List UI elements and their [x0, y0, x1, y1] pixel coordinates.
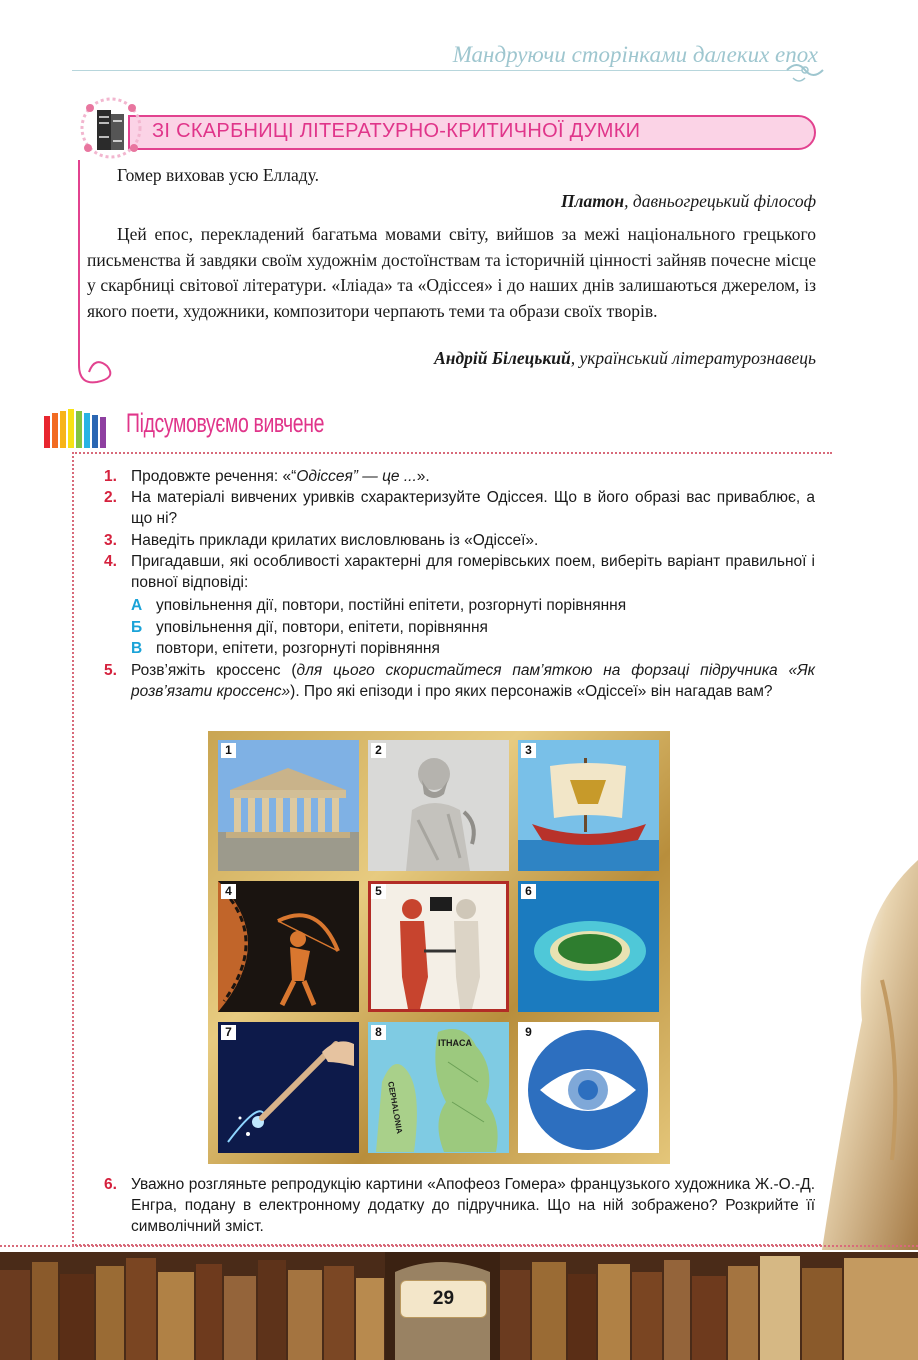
island-image: [518, 881, 659, 1012]
question-1: [131, 466, 430, 487]
crossens-grid: [208, 731, 670, 1164]
crossens-cell-8: [368, 1022, 509, 1153]
header-ornament-icon: [785, 56, 825, 86]
cell-number: 2: [371, 743, 386, 758]
crossens-cell-3: [518, 740, 659, 871]
question-5-pre: Розв’яжіть кроссенс (: [131, 662, 297, 679]
question-1-italic: Одіссея” — це ...: [296, 468, 417, 485]
plato-role: , давньогрецький філософ: [624, 191, 816, 211]
crossens-cell-9: [518, 1022, 659, 1153]
question-1-pre: Продовжте речення: «“: [131, 468, 297, 485]
question-2-number: 2.: [104, 489, 117, 506]
greek-ship-image: [518, 740, 659, 871]
question-1-post: ».: [416, 468, 430, 485]
option-a-text: уповільнення дії, повтори, постійні епітети, розгорнуті порівняння: [156, 597, 627, 614]
eye-icon: [518, 1022, 659, 1153]
cell-number: 5: [371, 884, 386, 899]
bottom-dotted-rule: [0, 1245, 918, 1247]
map-label-ithaca: ITHACA: [438, 1038, 472, 1048]
question-4-number: 4.: [104, 553, 117, 570]
cell-number: 3: [521, 743, 536, 758]
magic-wand-image: [218, 1022, 359, 1153]
cell-number: 4: [221, 884, 236, 899]
plato-quote: Гомер виховав усю Елладу.: [117, 165, 320, 185]
question-5-italic: для цього скористайтеся пам’яткою на форзаці підручника «Як розв’язати кроссенс»: [131, 662, 815, 700]
option-c-letter: В: [131, 640, 143, 657]
crossens-cell-7: [218, 1022, 359, 1153]
question-1-number: 1.: [104, 468, 117, 485]
header-rule: [72, 70, 802, 71]
right-decor-image: [822, 860, 918, 1250]
question-6: Уважно розгляньте репродукцію картини «Апофеоз Гомера» французького художника Ж.-О.-Д. Енгра, подану в електронному додатку до підручника. Що на ній зображено? Розкрийте її символічний зміст.: [131, 1176, 815, 1235]
question-6-number: 6.: [104, 1176, 117, 1193]
cell-number: 1: [221, 743, 236, 758]
plato-name: Платон: [560, 191, 625, 211]
question-4: Пригадавши, які особливості характерні для гомерівських поем, виберіть варіант правильної і повної відповіді:: [131, 553, 815, 591]
question-5: [131, 660, 815, 702]
biletsky-quote: Цей епос, перекладений багатьма мовами світу, вийшов за межі національного грецького письменства й завдяки своїм художнім достоїнствам та історичній цінності зайняв почесне місце у скарбниці світової літератури. «Іліада» та «Одіссея» і до наших днів залишаються джерелом, із якого поети, художники, композитори черпають теми та образи своїх творів.: [87, 224, 816, 321]
question-5-post: ). Про які епізоди і про яких персонажів «Одіссеї» він нагадав вам?: [290, 683, 773, 700]
page-number: 29: [400, 1280, 487, 1318]
critic-section-title: ЗІ СКАРБНИЦІ ЛІТЕРАТУРНО-КРИТИЧНОЇ ДУМКИ: [152, 120, 641, 142]
crossens-cell-4: [218, 881, 359, 1012]
option-b-text: уповільнення дії, повтори, епітети, порівняння: [156, 619, 488, 636]
parthenon-image: [218, 740, 359, 871]
ithaca-map-image: [368, 1022, 509, 1153]
homer-statue-image: [368, 740, 509, 871]
greek-figures-image: [368, 881, 509, 1012]
option-c-text: повтори, епітети, розгорнуті порівняння: [156, 640, 440, 657]
option-a-letter: А: [131, 597, 143, 614]
cell-number: 7: [221, 1025, 236, 1040]
crossens-cell-5: [368, 881, 509, 1012]
cell-number: 9: [521, 1025, 536, 1040]
question-3: Наведіть приклади крилатих висловлювань із «Одіссеї».: [131, 532, 539, 549]
summary-section-title: Підсумовуємо вивчене: [126, 408, 325, 438]
crossens-cell-2: [368, 740, 509, 871]
books-wreath-icon: [80, 96, 142, 160]
option-b-letter: Б: [131, 619, 143, 636]
question-2: На матеріалі вивчених уривків схарактеризуйте Одіссея. Що в його образі вас приваблює, а що ні?: [131, 489, 815, 527]
map-label-cephalonia: CEPHALONIA: [386, 1080, 405, 1135]
crossens-cell-6: [518, 881, 659, 1012]
question-3-number: 3.: [104, 532, 117, 549]
plato-attribution: [561, 189, 816, 215]
rainbow-stripes-icon: [44, 408, 114, 448]
cell-number: 6: [521, 884, 536, 899]
biletsky-name: Андрій Білецький: [434, 348, 571, 368]
cell-number: 8: [371, 1025, 386, 1040]
biletsky-attribution: [434, 346, 816, 372]
biletsky-role: , український літературознавець: [570, 348, 816, 368]
archer-vase-image: [218, 881, 359, 1012]
question-5-number: 5.: [104, 662, 117, 679]
running-header-title: Мандруючи сторінками далеких епох: [452, 42, 818, 67]
crossens-cell-1: [218, 740, 359, 871]
